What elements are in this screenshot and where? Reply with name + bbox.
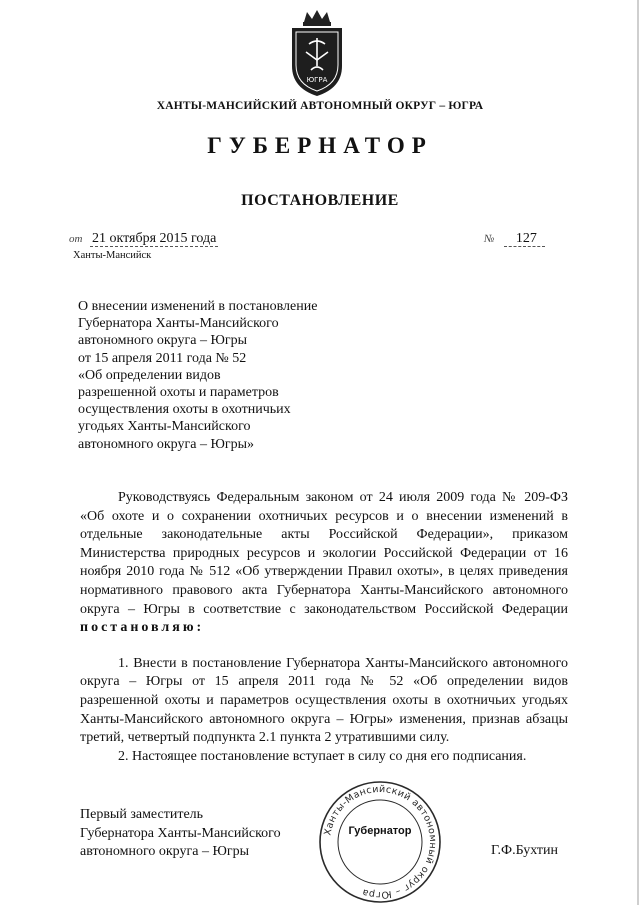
document-date: 21 октября 2015 года: [91, 231, 217, 246]
stamp-ring-text: Ханты-Мансийский автономный округ – Югра: [322, 783, 439, 901]
decree-word: постановляю:: [80, 620, 205, 636]
preamble-text: Руководствуясь Федеральным законом от 24 июля 2009 года № 209-ФЗ «Об охоте и о сохранении охотничьих ресурсов и о внесении изменений в отдельные законодательные акты Российской Федерации», приказом Министерства природных ресурсов и экологии Российской Федерации от 16 ноября 2010 года № 512 «Об утверждении Правил охоты», в целях приведения нормативного правового акта Губернатора Ханты-Мансийского автономного округа – Югры в соответствие с законодательством Российской Федерации: [80, 490, 568, 617]
region-name: ХАНТЫ-МАНСИЙСКИЙ АВТОНОМНЫЙ ОКРУГ – ЮГРА: [156, 100, 484, 112]
date-line: [69, 231, 218, 247]
item-1-paragraph: 1. Внести в постановление Губернатора Ханты-Мансийского автономного округа – Югры от 15 апреля 2011 года № 52 «Об определении видов разрешенной охоты и параметров осуществления охоты в охотничьих угодьях Ханты-Мансийского автономного округа – Югры» изменения, признав абзацы третий, четвертый подпункта 2.1 пункта 2 утратившими силу.: [80, 655, 568, 746]
signatory-title-line: Губернатора Ханты-Мансийского: [80, 825, 281, 841]
subject-line: Губернатора Ханты-Мансийского: [78, 316, 279, 332]
emblem-crown: [303, 10, 331, 26]
signatory-title-line: Первый заместитель: [80, 807, 204, 822]
subject-line: автономного округа – Югры»: [78, 436, 254, 452]
subject-line: угодьях Ханты-Мансийского: [78, 419, 251, 435]
emblem-label: ЮГРА: [306, 76, 328, 84]
subject-line: разрешенной охоты и параметров: [78, 385, 279, 401]
subject-line: осуществления охоты в охотничьих: [78, 402, 291, 418]
number-line: [484, 231, 545, 247]
document-subject: [78, 298, 317, 453]
signatory-title: [80, 806, 281, 862]
item-2-paragraph: 2. Настоящее постановление вступает в силу со дня его подписания.: [118, 748, 527, 764]
signatory-name: Г.Ф.Бухтин: [491, 843, 559, 858]
subject-line: от 15 апреля 2011 года № 52: [78, 350, 247, 366]
stamp-center-text: Губернатор: [348, 825, 412, 837]
number-prefix: №: [484, 233, 495, 245]
preamble-paragraph: [80, 489, 568, 638]
signatory-title-line: автономного округа – Югры: [80, 844, 249, 859]
document-type: ПОСТАНОВЛЕНИЕ: [241, 192, 399, 209]
document-number: 127: [504, 231, 545, 247]
official-stamp: [316, 778, 444, 906]
coat-of-arms-icon: [284, 8, 350, 98]
subject-line: «Об определении видов: [78, 367, 221, 383]
subject-line: автономного округа – Югры: [78, 333, 247, 349]
date-prefix: от: [69, 233, 83, 245]
issuer-title: ГУБЕРНАТОР: [207, 133, 433, 158]
city-name: Ханты-Мансийск: [73, 250, 152, 261]
subject-line: О внесении изменений в постановление: [78, 299, 318, 314]
document-body: [80, 489, 568, 766]
